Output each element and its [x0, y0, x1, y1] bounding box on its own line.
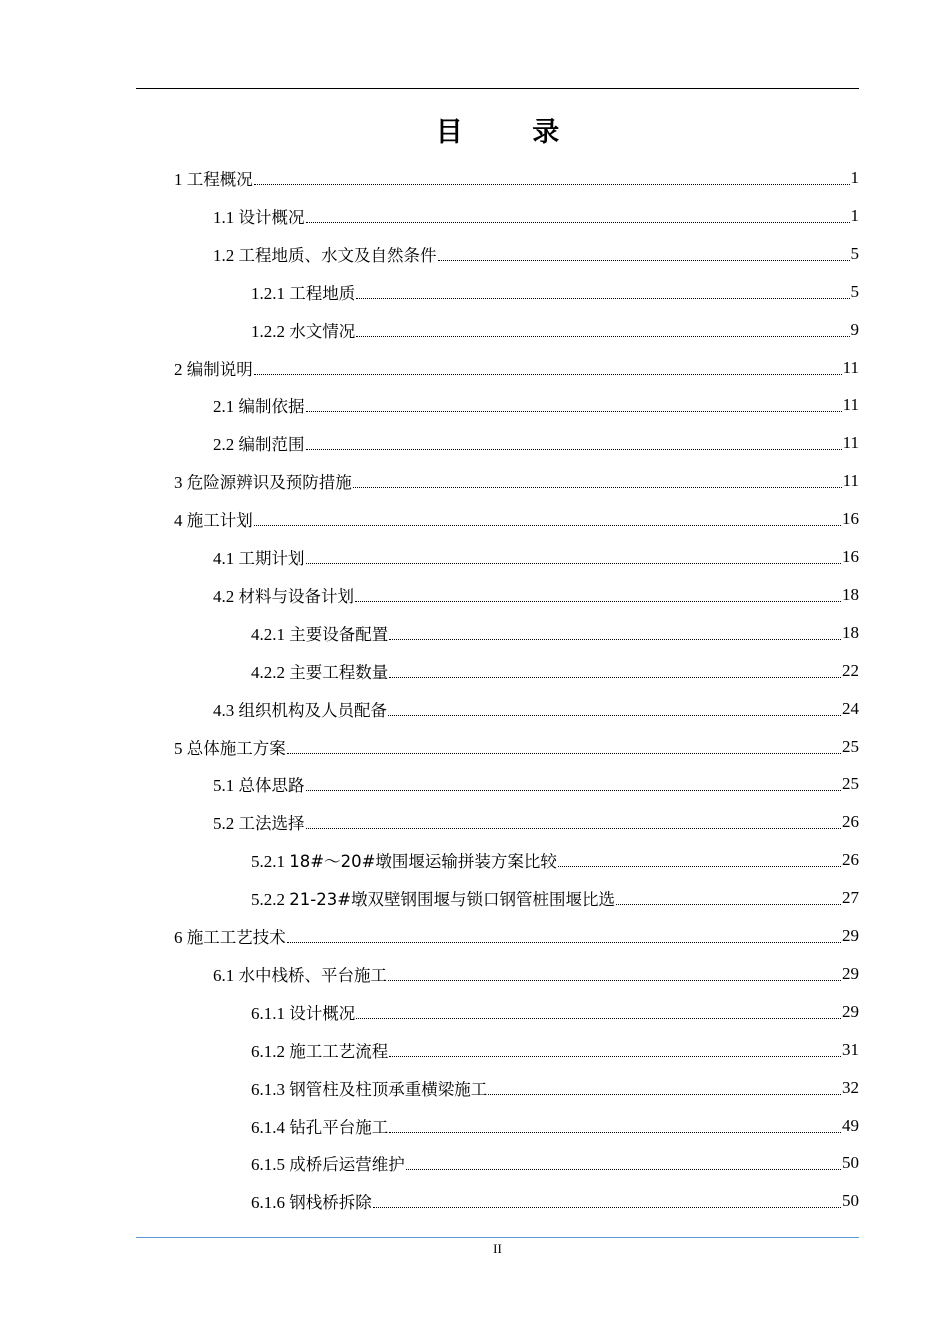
toc-entry[interactable] — [213, 690, 859, 728]
toc-dot-leader — [254, 509, 841, 529]
toc-entry-label — [213, 772, 305, 796]
toc-entry-number: 4.2 — [213, 586, 235, 606]
toc-entry-page: 26 — [842, 812, 859, 832]
toc-entry-label — [251, 659, 388, 683]
toc-entry-page: 16 — [842, 509, 859, 529]
toc-entry-page: 29 — [842, 1001, 859, 1021]
toc-entry-label — [213, 204, 305, 228]
toc-dot-leader — [353, 471, 842, 491]
toc-entry-text: 编制范围 — [238, 435, 305, 455]
toc-entry[interactable] — [251, 993, 859, 1031]
toc-entry[interactable] — [213, 765, 859, 803]
toc-dot-leader — [306, 433, 842, 453]
toc-entry-number: 1.2 — [213, 245, 235, 265]
toc-dot-leader — [306, 774, 842, 794]
toc-entry[interactable] — [174, 917, 859, 955]
toc-entry-number: 1.1 — [213, 207, 235, 227]
toc-entry[interactable] — [251, 1069, 859, 1107]
toc-entry-text: 工法选择 — [238, 814, 305, 834]
toc-entry-page: 49 — [842, 1115, 859, 1135]
toc-entry-text: 设计概况 — [289, 1003, 356, 1023]
toc-dot-leader — [406, 1153, 841, 1173]
toc-entry[interactable] — [174, 349, 859, 387]
toc-entry-text: 工程地质、水文及自然条件 — [238, 245, 437, 265]
toc-entry[interactable] — [213, 424, 859, 462]
toc-dot-leader — [488, 1078, 841, 1098]
toc-entry-page: 5 — [850, 281, 859, 301]
toc-entry[interactable] — [174, 500, 859, 538]
toc-entry-text: 编制说明 — [186, 359, 253, 379]
toc-entry-text: 施工计划 — [186, 511, 253, 531]
toc-entry[interactable] — [251, 879, 859, 917]
toc-entry-number: 5.2.1 — [251, 852, 285, 872]
toc-entry[interactable] — [174, 462, 859, 500]
toc-entry-page: 27 — [842, 888, 859, 908]
toc-dot-leader — [356, 1002, 841, 1022]
toc-entry-page: 50 — [842, 1191, 859, 1211]
toc-entry[interactable] — [251, 1107, 859, 1145]
toc-entry-text: 水文情况 — [289, 321, 356, 341]
toc-entry-text: 工期计划 — [238, 549, 305, 568]
toc-entry-label — [213, 810, 305, 834]
toc-entry[interactable] — [213, 576, 859, 614]
footer-page-number: II — [493, 1241, 502, 1256]
toc-dot-leader — [388, 964, 841, 984]
toc-entry-page: 29 — [842, 926, 859, 945]
toc-entry-label — [174, 924, 286, 948]
toc-entry[interactable] — [251, 614, 859, 652]
toc-entry-number: 2 — [174, 359, 183, 379]
toc-entry-label — [251, 1114, 388, 1138]
toc-entry[interactable] — [251, 652, 859, 690]
toc-entry-page: 11 — [842, 471, 859, 491]
toc-dot-leader — [616, 888, 841, 908]
toc-dot-leader — [306, 547, 842, 567]
toc-entry-label — [213, 697, 387, 721]
toc-dot-leader — [389, 661, 841, 681]
toc-entry-label — [251, 1000, 355, 1024]
toc-entry-page: 18 — [842, 584, 859, 604]
toc-dot-leader — [306, 812, 842, 832]
toc-entry-text: 主要工程数量 — [289, 662, 389, 682]
toc-entry-number: 2.2 — [213, 435, 235, 455]
toc-entry-number: 5.2.2 — [251, 890, 285, 910]
toc-dot-leader — [356, 320, 849, 340]
toc-entry-label — [251, 1151, 405, 1175]
toc-entry-text: 钻孔平台施工 — [289, 1117, 389, 1137]
header-rule — [136, 88, 859, 89]
toc-entry-number: 3 — [174, 473, 183, 493]
toc-entry-label — [213, 242, 437, 266]
toc-entry-number: 6.1.6 — [251, 1193, 285, 1213]
toc-entry-text: 水中栈桥、平台施工 — [238, 965, 387, 985]
toc-entry-label — [251, 1189, 372, 1213]
toc-entry-text: 材料与设备计划 — [238, 586, 354, 606]
toc-entry-number: 4.2.2 — [251, 662, 285, 682]
toc-entry-page: 32 — [842, 1077, 859, 1097]
toc-entry-page: 18 — [842, 622, 859, 642]
toc-entry-label — [213, 545, 305, 569]
toc-entry-number: 6.1.3 — [251, 1079, 285, 1099]
toc-entry-label — [213, 393, 305, 417]
toc-entry-page: 1 — [850, 205, 859, 225]
toc-entry-label — [213, 962, 387, 986]
toc-dot-leader — [306, 206, 850, 226]
toc-entry-page: 50 — [842, 1153, 859, 1173]
toc-entry-text: 钢管柱及柱顶承重横梁施工 — [289, 1079, 488, 1099]
toc-entry[interactable] — [251, 273, 859, 311]
toc-entry[interactable] — [251, 1031, 859, 1069]
toc-entry-number: 6.1 — [213, 965, 235, 985]
toc-entry-number: 2.1 — [213, 397, 235, 417]
toc-entry-text: 工程概况 — [186, 170, 253, 189]
toc-entry-text: 成桥后运营维护 — [289, 1155, 405, 1175]
toc-title: 目 录 — [435, 117, 590, 148]
toc-dot-leader — [287, 737, 841, 757]
toc-entry[interactable] — [213, 955, 859, 993]
toc-entry-number: 1 — [174, 170, 183, 189]
toc-dot-leader — [389, 623, 841, 643]
toc-entry[interactable] — [213, 235, 859, 273]
toc-entry-text: 总体施工方案 — [186, 738, 286, 758]
toc-dot-leader — [373, 1191, 841, 1211]
toc-entry-number: 4.3 — [213, 700, 235, 720]
toc-entry-text: 工程地质 — [289, 283, 356, 303]
toc-dot-leader — [438, 244, 850, 264]
toc-entry-page: 5 — [850, 243, 859, 263]
toc-entry[interactable] — [174, 159, 859, 197]
toc-entry-number: 4 — [174, 511, 183, 531]
toc-entry[interactable] — [251, 1182, 859, 1220]
toc-entry-label — [174, 356, 253, 380]
toc-entry[interactable] — [251, 841, 859, 879]
toc-dot-leader — [287, 926, 841, 946]
toc-entry-number: 6.1.2 — [251, 1041, 285, 1061]
toc-entry-label — [174, 166, 253, 190]
toc-entry-label — [213, 431, 305, 455]
toc-dot-leader — [355, 585, 841, 605]
toc-entry-page: 11 — [842, 433, 859, 453]
toc-entry-page: 16 — [842, 547, 859, 566]
toc-entry-text: 编制依据 — [238, 397, 305, 417]
toc-entry-number: 5 — [174, 738, 183, 758]
toc-entry[interactable] — [174, 728, 859, 766]
toc-dot-leader — [558, 850, 841, 870]
toc-dot-leader — [388, 699, 841, 719]
toc-entry-label — [213, 583, 354, 607]
toc-entry-text: 危险源辨识及预防措施 — [186, 473, 352, 493]
toc-dot-leader — [254, 168, 850, 188]
toc-entry-page: 31 — [842, 1039, 859, 1059]
toc-entry-number: 6 — [174, 928, 183, 947]
toc-entry-number: 6.1.5 — [251, 1155, 285, 1175]
toc-entry-page: 9 — [850, 319, 859, 339]
toc-dot-leader — [356, 282, 849, 302]
toc-entry-text: 21-23#墩双壁钢围堰与锁口钢管桩围堰比选 — [289, 890, 616, 910]
toc-entry-page: 29 — [842, 963, 859, 983]
toc-entry-number: 4.2.1 — [251, 624, 285, 644]
toc-entry-page: 26 — [842, 850, 859, 870]
toc-entry-number: 6.1.1 — [251, 1003, 285, 1023]
toc-entry-page: 11 — [842, 357, 859, 377]
toc-entry-number: 1.2.2 — [251, 321, 285, 341]
toc-entry-label — [251, 318, 355, 342]
toc-dot-leader — [306, 395, 842, 415]
toc-entry-number: 4.1 — [213, 549, 235, 568]
toc-entry-label — [251, 280, 355, 304]
toc-entry-page: 24 — [842, 698, 859, 718]
footer-rule — [136, 1237, 859, 1238]
toc-entry-label — [174, 507, 253, 531]
toc-entry-label — [251, 848, 557, 872]
toc-dot-leader — [254, 358, 842, 378]
toc-entry-page: 1 — [850, 168, 859, 187]
toc-entry-page: 25 — [842, 736, 859, 756]
toc-entry[interactable] — [251, 1144, 859, 1182]
toc-entry[interactable] — [213, 197, 859, 235]
toc-entry-label — [251, 621, 388, 645]
toc-entry[interactable] — [213, 386, 859, 424]
toc-entry-label — [251, 1038, 388, 1062]
toc-entry-number: 5.1 — [213, 776, 235, 796]
toc-entry-text: 设计概况 — [238, 207, 305, 227]
toc-entry-page: 25 — [842, 774, 859, 794]
toc-entry-text: 主要设备配置 — [289, 624, 389, 644]
toc-entry-page: 11 — [842, 395, 859, 415]
toc-entry[interactable] — [213, 538, 859, 576]
toc-entry-number: 1.2.1 — [251, 283, 285, 303]
toc-entry-text: 施工工艺流程 — [289, 1041, 389, 1061]
toc-entry-label — [174, 469, 352, 493]
toc-dot-leader — [389, 1116, 841, 1136]
toc-entry-text: 18#～20#墩围堰运输拼装方案比较 — [289, 852, 557, 872]
toc-entry-number: 5.2 — [213, 814, 235, 834]
toc-entry-label — [174, 735, 286, 759]
toc-entry-text: 钢栈桥拆除 — [289, 1193, 372, 1213]
toc-dot-leader — [389, 1040, 841, 1060]
toc-entry-number: 6.1.4 — [251, 1117, 285, 1137]
toc-entry-text: 组织机构及人员配备 — [238, 700, 387, 720]
toc-entry-label — [251, 886, 615, 910]
toc-entry-page: 22 — [842, 660, 859, 680]
toc-entry[interactable] — [213, 803, 859, 841]
toc-entry[interactable] — [251, 311, 859, 349]
toc-entry-text: 总体思路 — [238, 776, 305, 796]
toc-entry-text: 施工工艺技术 — [186, 928, 286, 947]
toc-entry-label — [251, 1076, 487, 1100]
